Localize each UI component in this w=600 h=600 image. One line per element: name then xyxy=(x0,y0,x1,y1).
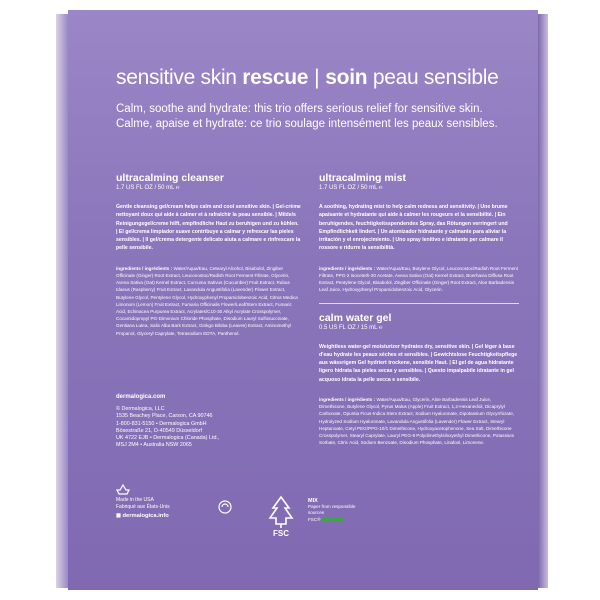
intro-en: Calm, soothe and hydrate: this trio offers serious relief for sensitive skin. xyxy=(116,103,483,115)
fsc-tree-icon xyxy=(264,494,298,538)
mist-section xyxy=(319,172,519,294)
box-left-edge xyxy=(56,14,68,588)
mist-size: 1.7 US FL OZ / 50 mL ℮ xyxy=(319,185,383,191)
gel-description: Weightless water-gel moisturizer hydrates dry, sensitive skin. | Gel léger à base d'eau hydrate les peaux sèches et sensibles. | Gewichtslose Feuchtigkeitspflege aus wässrigem Gel hydriert trockene, sensible Haut. | El gel de agua hidratante ligero hidrata las pieles secas y sensibles. | Questo impalpabile idratante in gel acquoso idrata la pelle secca e sensibile. xyxy=(319,343,518,383)
right-column xyxy=(319,172,519,447)
company-line: Bösestraße 21, D-40549 Düsseldorf xyxy=(116,427,202,434)
fsc-mix-label xyxy=(308,498,368,523)
cleanser-size: 1.7 US FL OZ / 50 mL ℮ xyxy=(116,185,180,191)
mist-name: ultracalming mist xyxy=(319,172,406,184)
mist-ingredients xyxy=(319,265,519,294)
cleanser-ingredients-label: ingredients / ingrédients : xyxy=(116,265,173,271)
cleanser-name: ultracalming cleanser xyxy=(116,172,224,184)
company-line: UK 4722 EJB • Dermalogica (Canada) Ltd., xyxy=(116,435,220,442)
fsc-code: FSC® xyxy=(308,516,321,522)
fsc-license-bar xyxy=(322,517,344,521)
title-en-bold: rescue xyxy=(242,66,309,89)
gel-ingredients xyxy=(319,396,519,446)
mist-ingredients-label: ingredients / ingrédients : xyxy=(319,265,376,271)
company-info xyxy=(116,394,276,449)
gel-size: 0.5 US FL OZ / 15 mL ℮ xyxy=(319,324,383,331)
gel-name: calm water gel xyxy=(319,311,392,324)
footer-website xyxy=(116,513,206,520)
gel-ingredients-list: Water/Aqua/Eau, Glycerin, Aloe Barbadensis Leaf Juice, Dimethicone, Butylene Glycol, Pyrus Malus (Apple) Fruit Extract, 1,2-Hexanediol, Dicaprylyl Carbonate, Opuntia Ficus-Indica Stem Extract, Sodium Hyaluronate, Dipotassium Glycyrrhizate, Hydrolyzed Sodium Hyaluronate, Lavandula Angustifolia (Lavender) Flower Extract, Stearyl Heptanoate, Cetyl PEG/PPG-10/1 Dimethicone, Hydroxyacetophenone, Sea Salt, Dimethicone Crosspolymer, Stearyl Caprylate, Lauryl PEG-9 Polydimethylsiloxyethyl Dimethicone, Potassium Sorbate, Citric Acid, Sodium Benzoate, Disodium Phosphate, Linalool, Limonene. xyxy=(319,397,515,446)
mist-ingredients-list: Water/Aqua/Eau, Butylene Glycol, Leuconostoc/Radish Root Ferment Filtrate, PPG-2 Isoceteth-20 Acetate, Avena Sativa (Oat) Kernel Extract, Boerhavia Diffusa Root Extract, Pentylene Glycol, Bisabolol, Zingiber Officinale (Ginger) Root Extract, Aloe Barbadensis Leaf Juice, Hydroxyphenyl Propamidobenzoic Acid, Glycerin. xyxy=(319,265,518,293)
company-line: 1-800-831-5150 • Dermalogica GmbH xyxy=(116,420,207,427)
made-in-en: Made in the USA xyxy=(116,497,154,503)
cleanser-ingredients-list: Water/Aqua/Eau, Cetearyl Alcohol, Bisabolol, Zingiber Officinale (Ginger) Root Extract, Leuconostoc/Radish Root Ferment Filtrate, Glycerin, Avena Sativa (Oat) Kernel Extract, Curcuma Sativus (Cucumber) Fruit Extract, Rubus Idaeus (Raspberry) Fruit Extract, Lavandula Angustifolia (Lavender) Flower Extract, Butylene Glycol, Pentylene Glycol, Hydroxyphenyl Propamidobenzoic Acid, Citrus Medica Limonum (Lemon) Fruit Extract, Fumaria Officinalis Flower/Leaf/Stem Extract, Fumaric Acid, Echinacea Purpurea Extract, Acrylates/C10-30 Alkyl Acrylate Crosspolymer, Cocamidopropyl PG-Dimonium Chloride Phosphate, Disodium Lauryl Sulfosuccinate, Gentiana Lutea, Salix Alba Bark Extract, Ginkgo Biloba (Leaves) Extract, Aminomethyl Propanol, Glyceryl Caprylate, Tetrasodium EDTA, Panthenol. xyxy=(116,265,298,336)
intro-text xyxy=(116,102,526,132)
recycling-circle-icon xyxy=(218,500,232,514)
info-icon: ◼ xyxy=(116,512,123,519)
company-line: MSJ 2M4 • Australia NSW 2065 xyxy=(116,442,192,449)
mix-heading: MIX xyxy=(308,498,318,504)
mix-text: Paper from responsible sources xyxy=(308,504,356,516)
company-brand: dermalogica.com xyxy=(116,394,166,400)
title-fr-bold: soin xyxy=(325,66,368,89)
footer-website-text: dermalogica.info xyxy=(122,512,169,519)
cleanser-description: Gentle cleansing gel/cream helps calm and cool sensitive skin. | Gel-crème nettoyant doux qui aide à calmer et à rafraîchir la peau sensible. | Milde/s Reinigungsgel/creme hilft, empfindliche Haut zu beruhigen und zu kühlen. | El gel/crema limpiador suave contribuye a calmar y refrescar las pieles sensibles. | Il gel/crema detergente delicato aiuta a calmare e rinfrescare la pelle sensibile. xyxy=(116,204,301,252)
footer-origin xyxy=(116,497,206,519)
section-divider xyxy=(319,303,519,304)
box-right-edge xyxy=(538,14,548,588)
cleanser-section xyxy=(116,172,301,337)
mist-description: A soothing, hydrating mist to help calm redness and sensitivity. | Une brume apaisante et hydratante qui aide à calmer les rougeurs et la sensibilité. | Ein beruhigendes, feuchtigkeitsspendendes Spray, das Rötungen verringert und Empfindlichkeit lindert. | Un atomizador hidratante y calmante para aliviar la irritación y el enrojecimiento. | Uno spray lenitivo e idratante per calmare il rossore e ridurre la sensibilità. xyxy=(319,204,508,252)
gel-section xyxy=(319,312,519,447)
company-line: © Dermalogica, LLC xyxy=(116,406,165,413)
title-separator: | xyxy=(314,66,320,89)
page-title xyxy=(116,66,499,90)
fsc-logo-text: FSC xyxy=(273,529,289,538)
intro-fr: Calme, apaise et hydrate: ce trio soulage intensément les peaux sensibles. xyxy=(116,118,498,130)
made-in-fr: Fabriqué aux États-Unis xyxy=(116,503,170,510)
title-en-light: sensitive skin xyxy=(116,66,243,89)
title-fr-light: peau sensible xyxy=(367,66,499,89)
company-line: 1535 Beachey Place, Carson, CA 90746 xyxy=(116,413,213,420)
gel-ingredients-label: ingredients / ingrédients : xyxy=(319,397,376,403)
recycle-icon xyxy=(116,484,130,496)
cleanser-ingredients xyxy=(116,265,301,337)
product-box-back xyxy=(68,10,538,590)
